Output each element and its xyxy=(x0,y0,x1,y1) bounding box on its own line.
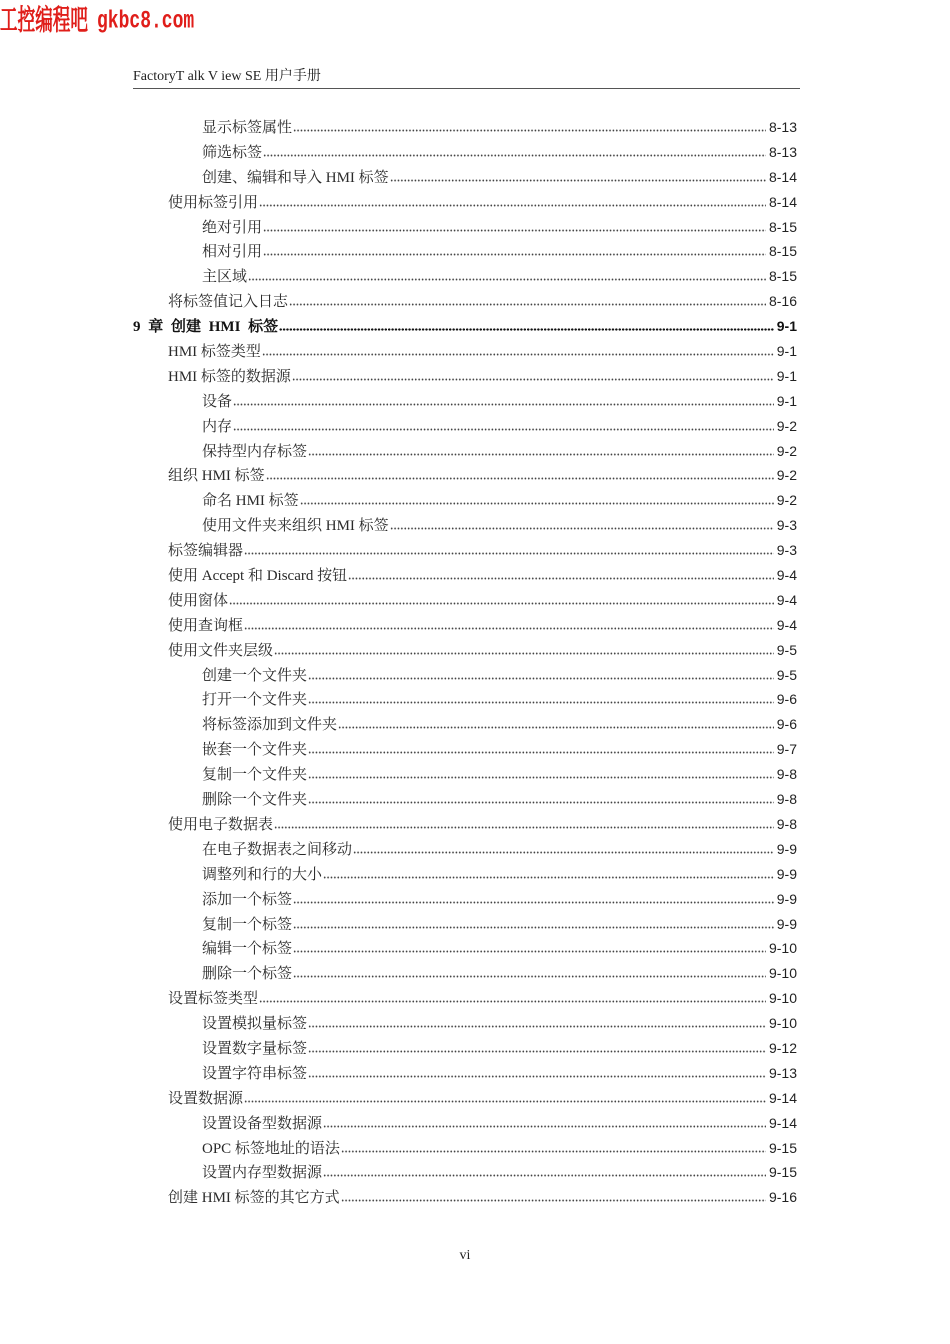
watermark-chinese-text: 工控编程吧 xyxy=(0,4,89,38)
toc-entry-label: 相对引用 xyxy=(202,244,263,261)
toc-entry-label: 添加一个标签 xyxy=(202,891,293,908)
toc-entry-page-number: 9-8 xyxy=(776,766,797,783)
toc-entry-label: OPC 标签地址的语法 xyxy=(202,1140,340,1157)
toc-entry-label: 使用 Accept 和 Discard 按钮 xyxy=(168,568,348,585)
toc-subsection-entry xyxy=(133,1136,797,1161)
toc-entry-page-number: 9-3 xyxy=(776,517,797,534)
toc-entry-label: 复制一个文件夹 xyxy=(202,767,308,784)
toc-entry-page-number: 9-2 xyxy=(776,492,797,509)
toc-entry-page-number: 9-10 xyxy=(768,940,797,957)
toc-subsection-entry xyxy=(133,1011,797,1036)
toc-section-entry xyxy=(133,588,797,613)
toc-entry-page-number: 8-14 xyxy=(768,193,797,210)
toc-entry-label: 创建 HMI 标签的其它方式 xyxy=(168,1190,340,1207)
dot-leader xyxy=(274,826,774,829)
dot-leader xyxy=(308,751,774,754)
dot-leader xyxy=(353,851,774,854)
toc-entry-page-number: 9-7 xyxy=(776,741,797,758)
toc-entry-page-number: 9-1 xyxy=(776,318,797,335)
toc-entry-page-number: 8-15 xyxy=(768,268,797,285)
toc-subsection-entry xyxy=(133,389,797,414)
toc-subsection-entry xyxy=(133,414,797,439)
toc-subsection-entry xyxy=(133,712,797,737)
toc-entry-label: 设置标签类型 xyxy=(168,991,259,1008)
toc-entry-page-number: 9-2 xyxy=(776,417,797,434)
toc-entry-label: 使用窗体 xyxy=(168,592,229,609)
dot-leader xyxy=(279,328,774,331)
toc-entry-page-number: 9-9 xyxy=(776,865,797,882)
dot-leader xyxy=(274,652,774,655)
toc-entry-page-number: 9-1 xyxy=(776,343,797,360)
toc-subsection-entry xyxy=(133,239,797,264)
dot-leader xyxy=(293,950,766,953)
toc-subsection-entry xyxy=(133,1061,797,1086)
toc-entry-label: 创建一个文件夹 xyxy=(202,667,308,684)
toc-entry-label: 使用查询框 xyxy=(168,617,244,634)
toc-entry-label: 在电子数据表之间移动 xyxy=(202,841,353,858)
toc-entry-label: 命名 HMI 标签 xyxy=(202,493,299,510)
toc-subsection-entry xyxy=(133,887,797,912)
toc-entry-label: 筛选标签 xyxy=(202,144,263,161)
toc-entry-page-number: 8-16 xyxy=(768,293,797,310)
toc-entry-page-number: 9-4 xyxy=(776,567,797,584)
toc-entry-label: 设置设备型数据源 xyxy=(202,1115,323,1132)
toc-chapter-entry xyxy=(133,314,797,339)
toc-subsection-entry xyxy=(133,215,797,240)
dot-leader xyxy=(308,1025,766,1028)
toc-section-entry xyxy=(133,563,797,588)
toc-section-entry xyxy=(133,812,797,837)
dot-leader xyxy=(233,403,774,406)
toc-subsection-entry xyxy=(133,687,797,712)
toc-section-entry xyxy=(133,339,797,364)
toc-subsection-entry xyxy=(133,488,797,513)
toc-entry-label: 设置模拟量标签 xyxy=(202,1016,308,1033)
toc-entry-label: 设置字符串标签 xyxy=(202,1065,308,1082)
toc-entry-page-number: 9-3 xyxy=(776,542,797,559)
toc-entry-page-number: 9-16 xyxy=(768,1189,797,1206)
dot-leader xyxy=(259,1000,766,1003)
running-header-title: FactoryT alk V iew SE 用户手册 xyxy=(133,69,321,84)
toc-subsection-entry xyxy=(133,513,797,538)
toc-entry-label: 删除一个文件夹 xyxy=(202,792,308,809)
dot-leader xyxy=(262,353,774,356)
dot-leader xyxy=(263,253,766,256)
toc-entry-page-number: 8-14 xyxy=(768,168,797,185)
table-of-contents xyxy=(133,115,797,1210)
toc-section-entry xyxy=(133,613,797,638)
watermark-site-url: gkbc8.com xyxy=(97,8,195,36)
toc-section-entry xyxy=(133,986,797,1011)
toc-entry-page-number: 9-14 xyxy=(768,1089,797,1106)
toc-entry-page-number: 9-8 xyxy=(776,815,797,832)
toc-section-entry xyxy=(133,1086,797,1111)
toc-entry-label: 创建、编辑和导入 HMI 标签 xyxy=(202,169,389,186)
dot-leader xyxy=(323,1174,766,1177)
dot-leader xyxy=(293,129,766,132)
dot-leader xyxy=(348,577,774,580)
toc-entry-page-number: 9-10 xyxy=(768,990,797,1007)
toc-entry-page-number: 9-14 xyxy=(768,1114,797,1131)
dot-leader xyxy=(229,602,774,605)
toc-subsection-entry xyxy=(133,165,797,190)
toc-entry-label: 主区域 xyxy=(202,269,248,286)
site-watermark xyxy=(0,4,210,42)
toc-entry-label: 嵌套一个文件夹 xyxy=(202,742,308,759)
toc-entry-label: 使用文件夹层级 xyxy=(168,642,274,659)
dot-leader xyxy=(308,776,774,779)
toc-section-entry xyxy=(133,364,797,389)
toc-subsection-entry xyxy=(133,837,797,862)
toc-entry-page-number: 9-9 xyxy=(776,915,797,932)
dot-leader xyxy=(259,204,766,207)
toc-section-entry xyxy=(133,190,797,215)
toc-subsection-entry xyxy=(133,912,797,937)
toc-entry-label: 使用文件夹来组织 HMI 标签 xyxy=(202,518,389,535)
toc-subsection-entry xyxy=(133,264,797,289)
dot-leader xyxy=(308,677,774,680)
toc-entry-page-number: 9-5 xyxy=(776,666,797,683)
toc-entry-page-number: 9-1 xyxy=(776,367,797,384)
dot-leader xyxy=(244,627,774,630)
dot-leader xyxy=(308,801,774,804)
dot-leader xyxy=(248,278,766,281)
dot-leader xyxy=(308,701,774,704)
toc-entry-label: 保持型内存标签 xyxy=(202,443,308,460)
toc-entry-label: 编辑一个标签 xyxy=(202,941,293,958)
toc-entry-label: 显示标签属性 xyxy=(202,120,293,136)
toc-entry-label: 设置数字量标签 xyxy=(202,1040,308,1057)
toc-subsection-entry xyxy=(133,737,797,762)
toc-entry-label: 9 章 创建 HMI 标签 xyxy=(133,319,279,336)
dot-leader xyxy=(266,477,774,480)
toc-subsection-entry xyxy=(133,140,797,165)
dot-leader xyxy=(233,428,774,431)
toc-entry-page-number: 9-10 xyxy=(768,1015,797,1032)
toc-entry-label: 组织 HMI 标签 xyxy=(168,468,265,485)
dot-leader xyxy=(263,229,766,232)
toc-entry-label: 标签编辑器 xyxy=(168,543,244,560)
dot-leader xyxy=(341,1150,766,1153)
toc-entry-page-number: 9-12 xyxy=(768,1039,797,1056)
footer-page-number: vi xyxy=(459,1248,471,1263)
dot-leader xyxy=(390,179,766,182)
toc-section-entry xyxy=(133,463,797,488)
toc-section-entry xyxy=(133,538,797,563)
toc-subsection-entry xyxy=(133,862,797,887)
toc-entry-label: HMI 标签的数据源 xyxy=(168,368,291,385)
dot-leader xyxy=(308,1075,766,1078)
dot-leader xyxy=(289,303,766,306)
toc-entry-page-number: 9-15 xyxy=(768,1139,797,1156)
toc-entry-label: 设置数据源 xyxy=(168,1090,244,1107)
toc-subsection-entry xyxy=(133,663,797,688)
dot-leader xyxy=(300,502,774,505)
dot-leader xyxy=(292,378,774,381)
toc-entry-label: 将标签添加到文件夹 xyxy=(202,717,338,734)
toc-entry-page-number: 8-13 xyxy=(768,119,797,135)
toc-entry-label: 调整列和行的大小 xyxy=(202,866,323,883)
toc-entry-page-number: 9-15 xyxy=(768,1164,797,1181)
dot-leader xyxy=(308,453,774,456)
toc-section-entry xyxy=(133,1185,797,1210)
toc-entry-label: 复制一个标签 xyxy=(202,916,293,933)
toc-entry-label: 绝对引用 xyxy=(202,219,263,236)
toc-entry-page-number: 9-6 xyxy=(776,716,797,733)
toc-entry-page-number: 9-5 xyxy=(776,641,797,658)
dot-leader xyxy=(293,901,774,904)
dot-leader xyxy=(308,1050,766,1053)
toc-entry-page-number: 9-10 xyxy=(768,965,797,982)
dot-leader xyxy=(244,552,774,555)
toc-entry-page-number: 9-4 xyxy=(776,591,797,608)
dot-leader xyxy=(244,1100,766,1103)
toc-entry-page-number: 9-9 xyxy=(776,840,797,857)
toc-entry-page-number: 9-9 xyxy=(776,890,797,907)
dot-leader xyxy=(338,726,774,729)
toc-entry-label: HMI 标签类型 xyxy=(168,344,261,361)
toc-subsection-entry xyxy=(133,1160,797,1185)
toc-entry-label: 设备 xyxy=(202,393,233,410)
toc-section-entry xyxy=(133,638,797,663)
toc-entry-page-number: 8-15 xyxy=(768,218,797,235)
dot-leader xyxy=(341,1199,766,1202)
toc-entry-label: 删除一个标签 xyxy=(202,966,293,983)
toc-section-entry xyxy=(133,289,797,314)
toc-entry-label: 设置内存型数据源 xyxy=(202,1165,323,1182)
toc-entry-page-number: 9-6 xyxy=(776,691,797,708)
toc-subsection-entry xyxy=(133,1036,797,1061)
toc-entry-label: 打开一个文件夹 xyxy=(202,692,308,709)
toc-subsection-entry xyxy=(133,787,797,812)
header-divider xyxy=(133,88,800,89)
toc-entry-label: 将标签值记入日志 xyxy=(168,294,289,311)
dot-leader xyxy=(293,926,774,929)
toc-entry-label: 使用标签引用 xyxy=(168,194,259,211)
toc-entry-page-number: 9-8 xyxy=(776,791,797,808)
toc-entry-label: 内存 xyxy=(202,418,233,435)
toc-subsection-entry xyxy=(133,439,797,464)
toc-entry-page-number: 8-13 xyxy=(768,143,797,160)
toc-entry-page-number: 8-15 xyxy=(768,243,797,260)
toc-entry-label: 使用电子数据表 xyxy=(168,816,274,833)
toc-subsection-entry xyxy=(133,762,797,787)
toc-entry-page-number: 9-4 xyxy=(776,616,797,633)
dot-leader xyxy=(323,876,774,879)
toc-subsection-entry xyxy=(133,936,797,961)
toc-subsection-entry xyxy=(133,961,797,986)
dot-leader xyxy=(390,527,774,530)
toc-entry-page-number: 9-2 xyxy=(776,442,797,459)
toc-entry-page-number: 9-2 xyxy=(776,467,797,484)
toc-subsection-entry xyxy=(133,115,797,140)
toc-entry-page-number: 9-13 xyxy=(768,1064,797,1081)
dot-leader xyxy=(263,154,766,157)
toc-entry-page-number: 9-1 xyxy=(776,392,797,409)
dot-leader xyxy=(293,975,766,978)
dot-leader xyxy=(323,1125,766,1128)
toc-subsection-entry xyxy=(133,1111,797,1136)
